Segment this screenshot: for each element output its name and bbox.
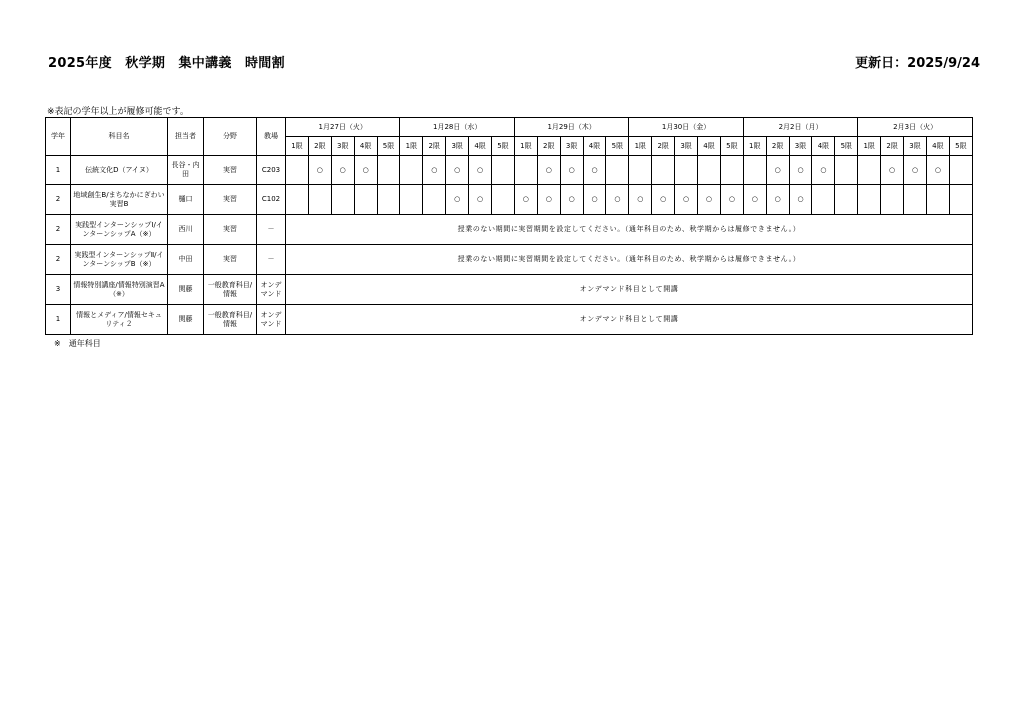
schedule-cell xyxy=(377,156,400,185)
course-teacher: 樋口 xyxy=(168,185,204,215)
header-period: 4限 xyxy=(812,137,835,156)
schedule-cell: ○ xyxy=(537,185,560,215)
schedule-cell xyxy=(835,156,858,185)
schedule-cell: ○ xyxy=(789,156,812,185)
course-teacher: 中田 xyxy=(168,245,204,275)
header-period: 1限 xyxy=(400,137,423,156)
course-field: 実習 xyxy=(204,156,257,185)
course-subject: 実践型インターンシップⅠ/インターンシップA（※） xyxy=(71,215,168,245)
header-teacher: 担当者 xyxy=(168,118,204,156)
schedule-cell xyxy=(492,185,515,215)
schedule-cell: ○ xyxy=(904,156,927,185)
schedule-cell xyxy=(949,185,972,215)
header-period: 5限 xyxy=(492,137,515,156)
course-room: オンデマンド xyxy=(257,305,286,335)
schedule-cell: ○ xyxy=(720,185,743,215)
header-date: 1月27日（火） xyxy=(286,118,400,137)
header-period: 2限 xyxy=(423,137,446,156)
schedule-cell: ○ xyxy=(583,185,606,215)
header-room: 教場 xyxy=(257,118,286,156)
schedule-cell: ○ xyxy=(743,185,766,215)
schedule-cell xyxy=(400,156,423,185)
course-grade: 1 xyxy=(46,305,71,335)
page-title: 2025年度 秋学期 集中講義 時間割 xyxy=(48,56,285,71)
header-period: 3限 xyxy=(331,137,354,156)
course-row xyxy=(46,185,973,215)
schedule-cell xyxy=(331,185,354,215)
header-period: 4限 xyxy=(354,137,377,156)
header-period: 4限 xyxy=(583,137,606,156)
schedule-cell: ○ xyxy=(423,156,446,185)
header-period: 5限 xyxy=(377,137,400,156)
header-period: 3限 xyxy=(446,137,469,156)
course-row xyxy=(46,305,973,335)
schedule-cell xyxy=(286,185,309,215)
header-period: 2限 xyxy=(766,137,789,156)
schedule-cell: ○ xyxy=(789,185,812,215)
course-subject: 情報特別講座/情報特別演習A（※） xyxy=(71,275,168,305)
schedule-cell: ○ xyxy=(698,185,721,215)
header-period: 1限 xyxy=(858,137,881,156)
schedule-cell xyxy=(492,156,515,185)
header-period: 1限 xyxy=(743,137,766,156)
course-teacher: 関藤 xyxy=(168,305,204,335)
schedule-cell: ○ xyxy=(560,185,583,215)
course-row xyxy=(46,275,973,305)
schedule-cell xyxy=(881,185,904,215)
schedule-cell: ○ xyxy=(446,185,469,215)
header-date: 1月29日（木） xyxy=(514,118,628,137)
header-period: 2限 xyxy=(537,137,560,156)
header-period: 2限 xyxy=(652,137,675,156)
header-field: 分野 xyxy=(204,118,257,156)
schedule-cell xyxy=(377,185,400,215)
header-period: 3限 xyxy=(560,137,583,156)
course-room: C102 xyxy=(257,185,286,215)
schedule-cell xyxy=(812,185,835,215)
header-period: 2限 xyxy=(881,137,904,156)
course-teacher: 関藤 xyxy=(168,275,204,305)
schedule-cell xyxy=(858,156,881,185)
header-period: 2限 xyxy=(308,137,331,156)
course-schedule-note: 授業のない期間に実習期間を設定してください。（通年科目のため、秋学期からは履修できません。） xyxy=(286,245,973,275)
header-period: 1限 xyxy=(514,137,537,156)
header-period: 5限 xyxy=(835,137,858,156)
updated-date: 更新日：2025/9/24 xyxy=(855,56,980,71)
schedule-cell xyxy=(949,156,972,185)
schedule-cell xyxy=(652,156,675,185)
course-field: 一般教育科目/情報 xyxy=(204,305,257,335)
course-room: オンデマンド xyxy=(257,275,286,305)
course-teacher: 西川 xyxy=(168,215,204,245)
schedule-cell: ○ xyxy=(514,185,537,215)
course-schedule-note: オンデマンド科目として開講 xyxy=(286,275,973,305)
header-period: 1限 xyxy=(286,137,309,156)
schedule-cell xyxy=(743,156,766,185)
header-subject: 科目名 xyxy=(71,118,168,156)
course-row xyxy=(46,215,973,245)
schedule-cell: ○ xyxy=(812,156,835,185)
schedule-cell xyxy=(400,185,423,215)
schedule-cell: ○ xyxy=(629,185,652,215)
header-period: 3限 xyxy=(904,137,927,156)
course-subject: 情報とメディア/情報セキュリティ２ xyxy=(71,305,168,335)
course-subject: 伝統文化D（アイヌ） xyxy=(71,156,168,185)
course-room: C203 xyxy=(257,156,286,185)
schedule-cell xyxy=(698,156,721,185)
header-period: 5限 xyxy=(720,137,743,156)
course-grade: 2 xyxy=(46,245,71,275)
header-period: 4限 xyxy=(698,137,721,156)
schedule-cell: ○ xyxy=(606,185,629,215)
header-date: 1月28日（水） xyxy=(400,118,514,137)
schedule-cell xyxy=(308,185,331,215)
schedule-cell xyxy=(629,156,652,185)
header-date: 2月3日（火） xyxy=(858,118,973,137)
course-field: 実習 xyxy=(204,185,257,215)
course-grade: 3 xyxy=(46,275,71,305)
schedule-cell: ○ xyxy=(469,156,492,185)
header-date: 1月30日（金） xyxy=(629,118,743,137)
header-period: 1限 xyxy=(629,137,652,156)
header-period: 5限 xyxy=(949,137,972,156)
schedule-cell: ○ xyxy=(446,156,469,185)
course-row xyxy=(46,245,973,275)
schedule-cell xyxy=(514,156,537,185)
header-period: 4限 xyxy=(469,137,492,156)
course-schedule-note: 授業のない期間に実習期間を設定してください。（通年科目のため、秋学期からは履修できません。） xyxy=(286,215,973,245)
schedule-cell: ○ xyxy=(583,156,606,185)
schedule-cell: ○ xyxy=(926,156,949,185)
course-grade: 2 xyxy=(46,185,71,215)
schedule-cell xyxy=(926,185,949,215)
schedule-cell: ○ xyxy=(652,185,675,215)
schedule-cell: ○ xyxy=(537,156,560,185)
header-date: 2月2日（月） xyxy=(743,118,857,137)
header-period: 3限 xyxy=(789,137,812,156)
schedule-cell xyxy=(354,185,377,215)
course-teacher: 長谷・内田 xyxy=(168,156,204,185)
header-period: 3限 xyxy=(675,137,698,156)
schedule-cell xyxy=(675,156,698,185)
schedule-cell xyxy=(423,185,446,215)
header-grade: 学年 xyxy=(46,118,71,156)
schedule-cell xyxy=(904,185,927,215)
header-period: 5限 xyxy=(606,137,629,156)
schedule-cell xyxy=(606,156,629,185)
course-row xyxy=(46,156,973,185)
schedule-cell xyxy=(720,156,743,185)
schedule-cell: ○ xyxy=(354,156,377,185)
schedule-cell xyxy=(835,185,858,215)
course-room: － xyxy=(257,245,286,275)
footnote: ※ 通年科目 xyxy=(54,339,101,348)
schedule-cell: ○ xyxy=(308,156,331,185)
course-subject: 地域創生B/まちなかにぎわい実習B xyxy=(71,185,168,215)
course-grade: 2 xyxy=(46,215,71,245)
course-field: 実習 xyxy=(204,245,257,275)
schedule-cell: ○ xyxy=(766,185,789,215)
schedule-cell xyxy=(858,185,881,215)
course-schedule-note: オンデマンド科目として開講 xyxy=(286,305,973,335)
course-field: 実習 xyxy=(204,215,257,245)
schedule-cell: ○ xyxy=(560,156,583,185)
schedule-cell: ○ xyxy=(766,156,789,185)
schedule-cell: ○ xyxy=(881,156,904,185)
header-period: 4限 xyxy=(926,137,949,156)
timetable xyxy=(45,117,973,335)
course-field: 一般教育科目/情報 xyxy=(204,275,257,305)
schedule-cell xyxy=(286,156,309,185)
eligibility-note: ※表記の学年以上が履修可能です。 xyxy=(47,107,189,117)
schedule-cell: ○ xyxy=(675,185,698,215)
schedule-cell: ○ xyxy=(469,185,492,215)
course-subject: 実践型インターンシップⅡ/インターンシップB（※） xyxy=(71,245,168,275)
schedule-cell: ○ xyxy=(331,156,354,185)
header-row-dates xyxy=(46,118,973,137)
course-grade: 1 xyxy=(46,156,71,185)
course-room: － xyxy=(257,215,286,245)
